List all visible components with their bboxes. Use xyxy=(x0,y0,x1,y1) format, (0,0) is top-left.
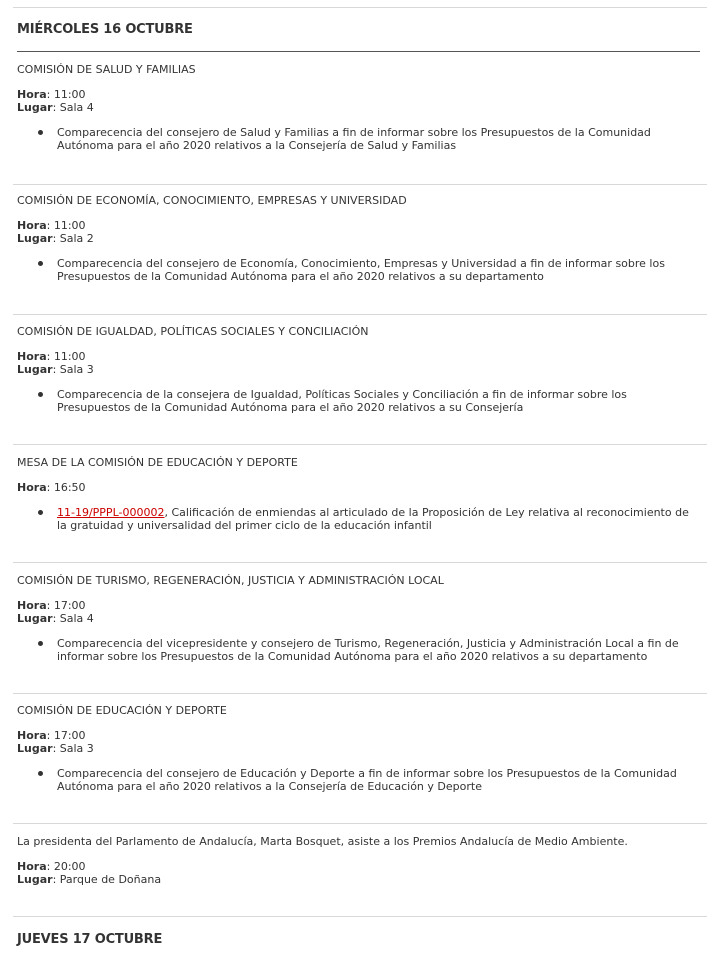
session-title: MESA DE LA COMISIÓN DE EDUCACIÓN Y DEPORTE xyxy=(17,456,298,469)
divider xyxy=(13,693,707,694)
session-meta xyxy=(17,88,697,114)
initiative-link[interactable]: 11-19/PPPL-000002 xyxy=(57,506,165,519)
time-row xyxy=(17,860,697,873)
session-title: COMISIÓN DE EDUCACIÓN Y DEPORTE xyxy=(17,704,227,717)
time-row xyxy=(17,219,697,232)
session-meta xyxy=(17,599,697,625)
place-label: Lugar xyxy=(17,742,53,755)
bullet-icon xyxy=(38,641,43,646)
time-label: Hora xyxy=(17,219,47,232)
item-text: Comparecencia del vicepresidente y consejero de Turismo, Regeneración, Justicia y Administración Local a fin de informar sobre los Presupuestos de la Comunidad Autónoma para el año 2020 relativos a su departamento xyxy=(57,637,679,663)
bullet-icon xyxy=(38,510,43,515)
time-row xyxy=(17,350,697,363)
divider xyxy=(13,7,707,8)
time-row xyxy=(17,481,697,494)
session-title: COMISIÓN DE TURISMO, REGENERACIÓN, JUSTICIA Y ADMINISTRACIÓN LOCAL xyxy=(17,574,444,587)
item-list xyxy=(17,506,697,532)
place-row xyxy=(17,742,697,755)
place-value: : Sala 3 xyxy=(52,363,94,376)
item-list xyxy=(17,767,697,793)
time-value: : 17:00 xyxy=(46,599,86,612)
divider xyxy=(13,562,707,563)
item-list xyxy=(17,388,697,414)
list-item xyxy=(17,767,697,793)
place-row xyxy=(17,363,697,376)
place-label: Lugar xyxy=(17,873,53,886)
time-row xyxy=(17,729,697,742)
place-label: Lugar xyxy=(17,232,53,245)
place-value: : Sala 4 xyxy=(52,101,94,114)
time-value: : 11:00 xyxy=(46,219,86,232)
item-text: , Calificación de enmiendas al articulado de la Proposición de Ley relativa al reconocimiento de la gratuidad y universalidad del primer ciclo de la educación infantil xyxy=(57,506,689,532)
item-text: Comparecencia de la consejera de Igualdad, Políticas Sociales y Conciliación a fin de informar sobre los Presupuestos de la Comunidad Autónoma para el año 2020 relativos a su Consejería xyxy=(57,388,627,414)
list-item xyxy=(17,257,697,283)
place-label: Lugar xyxy=(17,101,53,114)
item-text: Comparecencia del consejero de Economía, Conocimiento, Empresas y Universidad a fin de informar sobre los Presupuestos de la Comunidad Autónoma para el año 2020 relativos a su departamento xyxy=(57,257,665,283)
time-label: Hora xyxy=(17,88,47,101)
session-block xyxy=(17,194,697,283)
time-value: : 11:00 xyxy=(46,88,86,101)
bullet-icon xyxy=(38,261,43,266)
bullet-icon xyxy=(38,771,43,776)
session-meta xyxy=(17,729,697,755)
divider xyxy=(13,823,707,824)
place-row xyxy=(17,873,697,886)
item-list xyxy=(17,126,697,152)
session-meta xyxy=(17,219,697,245)
place-value: : Sala 4 xyxy=(52,612,94,625)
item-text: Comparecencia del consejero de Educación y Deporte a fin de informar sobre los Presupuestos de la Comunidad Autónoma para el año 2020 relativos a la Consejería de Educación y Deporte xyxy=(57,767,677,793)
list-item xyxy=(17,506,697,532)
time-row xyxy=(17,599,697,612)
day-heading: JUEVES 17 OCTUBRE xyxy=(17,932,163,947)
day-heading: MIÉRCOLES 16 OCTUBRE xyxy=(17,22,193,37)
session-block xyxy=(17,456,697,532)
day-divider xyxy=(17,51,700,52)
place-value: : Parque de Doñana xyxy=(52,873,162,886)
item-list xyxy=(17,637,697,663)
place-label: Lugar xyxy=(17,363,53,376)
time-label: Hora xyxy=(17,350,47,363)
bullet-icon xyxy=(38,130,43,135)
session-meta xyxy=(17,860,697,886)
time-row xyxy=(17,88,697,101)
divider xyxy=(13,184,707,185)
list-item xyxy=(17,637,697,663)
time-value: : 17:00 xyxy=(46,729,86,742)
place-label: Lugar xyxy=(17,612,53,625)
event-block xyxy=(17,835,697,886)
place-row xyxy=(17,232,697,245)
session-title: COMISIÓN DE ECONOMÍA, CONOCIMIENTO, EMPRESAS Y UNIVERSIDAD xyxy=(17,194,407,207)
time-label: Hora xyxy=(17,599,47,612)
place-row xyxy=(17,101,697,114)
place-value: : Sala 3 xyxy=(52,742,94,755)
item-text: Comparecencia del consejero de Salud y Familias a fin de informar sobre los Presupuestos de la Comunidad Autónoma para el año 2020 relativos a la Consejería de Salud y Familias xyxy=(57,126,651,152)
divider xyxy=(13,444,707,445)
session-block xyxy=(17,63,697,152)
time-value: : 16:50 xyxy=(46,481,86,494)
session-block xyxy=(17,704,697,793)
session-block xyxy=(17,325,697,414)
session-title: COMISIÓN DE IGUALDAD, POLÍTICAS SOCIALES Y CONCILIACIÓN xyxy=(17,325,369,338)
list-item xyxy=(17,388,697,414)
time-value: : 20:00 xyxy=(46,860,86,873)
place-row xyxy=(17,612,697,625)
session-title: COMISIÓN DE SALUD Y FAMILIAS xyxy=(17,63,196,76)
session-meta xyxy=(17,350,697,376)
session-block xyxy=(17,574,697,663)
item-list xyxy=(17,257,697,283)
time-value: : 11:00 xyxy=(46,350,86,363)
time-label: Hora xyxy=(17,729,47,742)
list-item xyxy=(17,126,697,152)
time-label: Hora xyxy=(17,860,47,873)
session-meta xyxy=(17,481,697,494)
event-description: La presidenta del Parlamento de Andalucía, Marta Bosquet, asiste a los Premios Andalucía de Medio Ambiente. xyxy=(17,835,628,848)
place-value: : Sala 2 xyxy=(52,232,94,245)
bullet-icon xyxy=(38,392,43,397)
divider xyxy=(13,314,707,315)
divider xyxy=(13,916,707,917)
time-label: Hora xyxy=(17,481,47,494)
